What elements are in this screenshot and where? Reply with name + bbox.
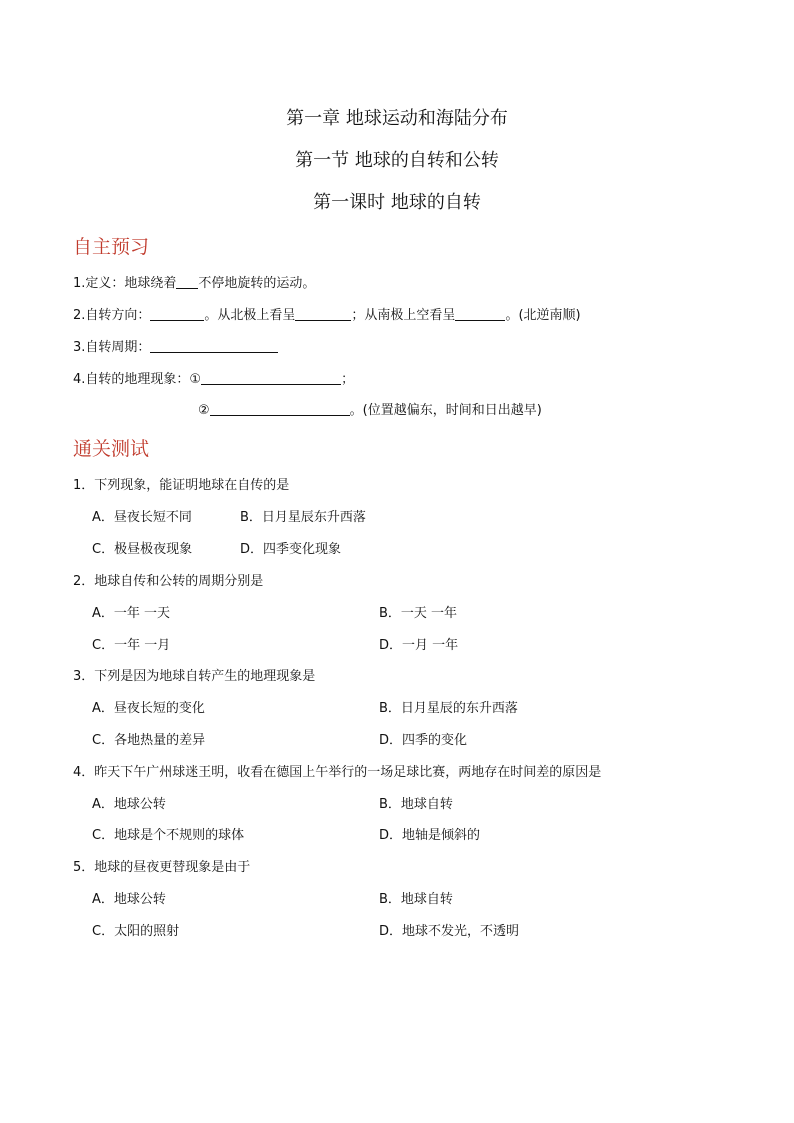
option-a[interactable]: A．昼夜长短不同 [92,510,192,525]
option-c[interactable]: C．各地热量的差异 [92,733,206,748]
question-stem: 5．地球的昼夜更替现象是由于 [73,860,251,875]
answer-blank[interactable] [150,339,278,353]
chapter-title: 第一章 地球运动和海陆分布 [286,108,508,129]
option-d[interactable]: D．四季变化现象 [240,542,342,557]
answer-blank[interactable] [150,307,204,321]
preview-q3: 3.自转周期： [73,336,278,355]
option-a[interactable]: A．一年 一天 [92,606,171,621]
option-c[interactable]: C．一年 一月 [92,638,171,653]
option-d[interactable]: D．一月 一年 [379,638,459,653]
option-b[interactable]: B．地球自转 [379,797,453,812]
question-stem: 4．昨天下午广州球迷王明，收看在德国上午举行的一场足球比赛，两地存在时间差的原因是 [73,765,602,780]
option-a[interactable]: A．地球公转 [92,797,166,812]
section-title: 第一节 地球的自转和公转 [295,150,499,171]
option-b[interactable]: B．日月星辰东升西落 [240,510,366,525]
preview-q2: 2.自转方向： 。从北极上看呈 ；从南极上空看呈 。(北逆南顺) [73,308,581,323]
answer-blank[interactable] [201,371,341,385]
preview-q4: 4.自转的地理现象：① ； [73,372,355,387]
option-a[interactable]: A．昼夜长短的变化 [92,701,205,716]
answer-blank[interactable] [455,307,505,321]
preview-q1: 1.定义：地球绕着 不停地旋转的运动。 [73,276,316,291]
option-d[interactable]: D．四季的变化 [379,733,468,748]
option-a[interactable]: A．地球公转 [92,892,166,907]
preview-q4-line2: ② 。(位置越偏东，时间和日出越早) [198,403,542,418]
preview-heading: 自主预习 [73,236,150,258]
option-b[interactable]: B．地球自转 [379,892,453,907]
answer-blank[interactable] [295,307,351,321]
test-heading: 通关测试 [73,438,150,460]
answer-blank[interactable] [210,402,350,416]
option-b[interactable]: B．日月星辰的东升西落 [379,701,518,716]
question-stem: 2．地球自传和公转的周期分别是 [73,574,264,589]
option-c[interactable]: C．极昼极夜现象 [92,542,193,557]
option-c[interactable]: C．太阳的照射 [92,924,180,939]
option-c[interactable]: C．地球是个不规则的球体 [92,828,245,843]
option-b[interactable]: B．一天 一年 [379,606,458,621]
question-stem: 3．下列是因为地球自转产生的地理现象是 [73,669,316,684]
answer-blank[interactable] [176,275,198,289]
question-stem: 1．下列现象，能证明地球在自传的是 [73,478,290,493]
lesson-title: 第一课时 地球的自转 [313,192,481,213]
option-d[interactable]: D．地轴是倾斜的 [379,828,481,843]
option-d[interactable]: D．地球不发光，不透明 [379,924,520,939]
